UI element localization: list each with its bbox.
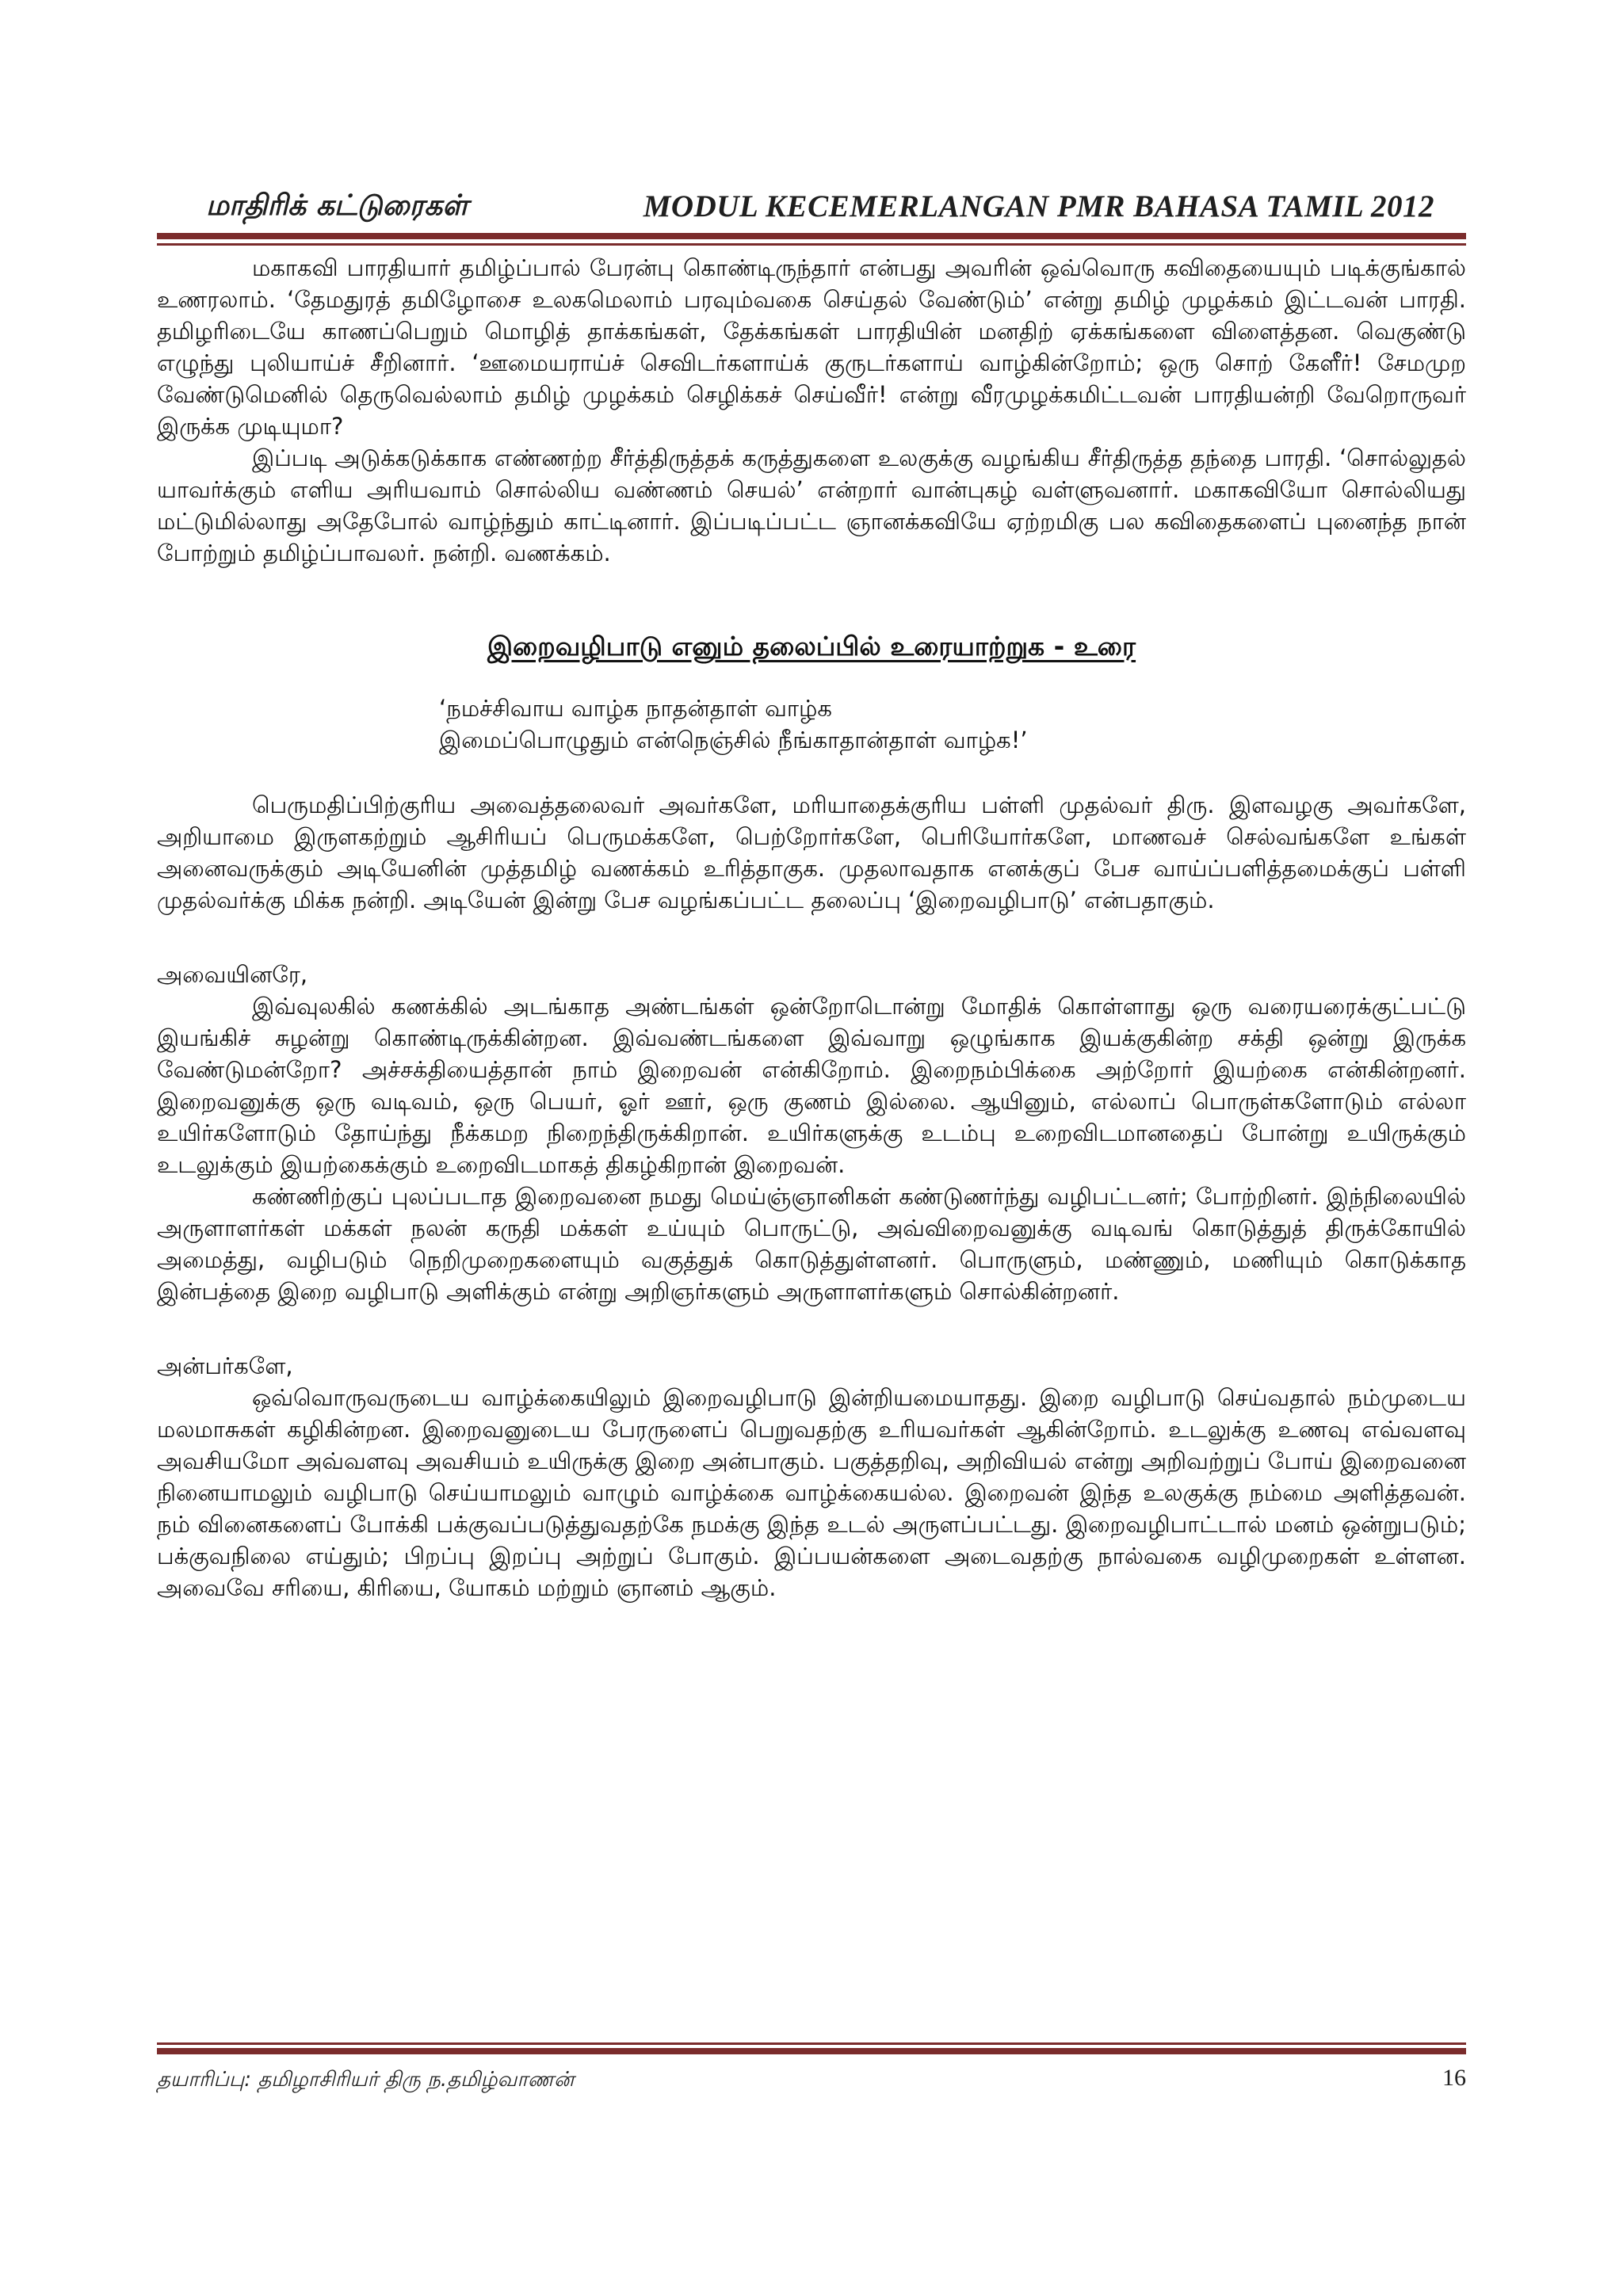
page-body [157, 252, 1466, 1604]
intro-paragraph-1: மகாகவி பாரதியார் தமிழ்ப்பால் பேரன்பு கொண்டிருந்தார் என்பது அவரின் ஒவ்வொரு கவிதையையும் படிக்குங்கால் உணரலாம். ‘தேமதுரத் தமிழோசை உலகமெலாம் பரவும்வகை செய்தல் வேண்டும்’ என்று தமிழ் முழக்கம் இட்டவன் பாரதி. தமிழரிடையே காணப்பெறும் மொழித் தாக்கங்கள், தேக்கங்கள் பாரதியின் மனதிற் ஏக்கங்களை விளைத்தன. வெகுண்டு எழுந்து புலியாய்ச் சீறினார். ‘ஊமையராய்ச் செவிடர்களாய்க் குருடர்களாய் வாழ்கின்றோம்; ஒரு சொற் கேளீர்! சேமமுற வேண்டுமெனில் தெருவெல்லாம் தமிழ் முழக்கம் செழிக்கச் செய்வீர்! என்று வீரமுழக்கமிட்டவன் பாரதியன்றி வேறொருவர் இருக்க முடியுமா? [157, 254, 1466, 440]
salutation-2: அன்பர்களே, [157, 1352, 293, 1379]
footer-rule-thin [157, 2042, 1466, 2045]
footer-rule-thick [157, 2048, 1466, 2054]
header-rule-thin [157, 243, 1466, 246]
header-left-title: மாதிரிக் கட்டுரைகள் [206, 189, 468, 222]
page-number: 16 [1442, 2065, 1466, 2091]
speech-paragraph-1: பெருமதிப்பிற்குரிய அவைத்தலைவர் அவர்களே, மரியாதைக்குரிய பள்ளி முதல்வர் திரு. இளவழகு அவர்களே, அறியாமை இருளகற்றும் ஆசிரியப் பெருமக்களே, பெற்றோர்களே, பெரியோர்களே, மாணவச் செல்வங்களே உங்கள் அனைவருக்கும் அடியேனின் முத்தமிழ் வணக்கம் உரித்தாகுக. முதலாவதாக எனக்குப் பேச வாய்ப்பளித்தமைக்குப் பள்ளி முதல்வர்க்கு மிக்க நன்றி. அடியேன் இன்று பேச வழங்கப்பட்ட தலைப்பு ‘இறைவழிபாடு’ என்பதாகும். [157, 791, 1466, 913]
intro-paragraph-2: இப்படி அடுக்கடுக்காக எண்ணற்ற சீர்த்திருத்தக் கருத்துகளை உலகுக்கு வழங்கிய சீர்திருத்த தந்தை பாரதி. ‘சொல்லுதல் யாவர்க்கும் எளிய அரியவாம் சொல்லிய வண்ணம் செயல்’ என்றார் வான்புகழ் வள்ளுவனார். மகாகவியோ சொல்லியது மட்டுமில்லாது அதேபோல் வாழ்ந்தும் காட்டினார். இப்படிப்பட்ட ஞானக்கவியே ஏற்றமிகு பல கவிதைகளைப் புனைந்த நான் போற்றும் தமிழ்ப்பாவலர். நன்றி. வணக்கம். [157, 444, 1466, 566]
header-right-title: MODUL KECEMERLANGAN PMR BAHASA TAMIL 2012 [643, 189, 1434, 223]
speech-paragraph-3: கண்ணிற்குப் புலப்படாத இறைவனை நமது மெய்ஞ்ஞானிகள் கண்டுணர்ந்து வழிபட்டனர்; போற்றினர். இந்நிலையில் அருளாளர்கள் மக்கள் நலன் கருதி மக்கள் உய்யும் பொருட்டு, அவ்விறைவனுக்கு வடிவங் கொடுத்துத் திருக்கோயில் அமைத்து, வழிபடும் நெறிமுறைகளையும் வகுத்துக் கொடுத்துள்ளனர். பொருளும், மண்ணும், மணியும் கொடுக்காத இன்பத்தை இறை வழிபாடு அளிக்கும் என்று அறிஞர்களும் அருளாளர்களும் சொல்கின்றனர். [157, 1183, 1466, 1305]
header-rule-thick [157, 233, 1466, 239]
verse-line-1: ‘நமச்சிவாய வாழ்க நாதன்தாள் வாழ்க [439, 695, 832, 722]
speech-paragraph-4: ஒவ்வொருவருடைய வாழ்க்கையிலும் இறைவழிபாடு இன்றியமையாதது. இறை வழிபாடு செய்வதால் நம்முடைய மலமாசுகள் கழிகின்றன. இறைவனுடைய பேரருளைப் பெறுவதற்கு உரியவர்கள் ஆகின்றோம். உடலுக்கு உணவு எவ்வளவு அவசியமோ அவ்வளவு அவசியம் உயிருக்கு இறை அன்பாகும். பகுத்தறிவு, அறிவியல் என்று அறிவற்றுப் போய் இறைவனை நினையாமலும் வழிபாடு செய்யாமலும் வாழும் வாழ்க்கை வாழ்க்கையல்ல. இறைவன் இந்த உலகுக்கு நம்மை அளித்தவன். நம் வினைகளைப் போக்கி பக்குவப்படுத்துவதற்கே நமக்கு இந்த உடல் அருளப்பட்டது. இறைவழிபாட்டால் மனம் ஒன்றுபடும்; பக்குவநிலை எய்தும்; பிறப்பு இறப்பு அற்றுப் போகும். இப்பயன்களை அடைவதற்கு நால்வகை வழிமுறைகள் உள்ளன. அவைவே சரியை, கிரியை, யோகம் மற்றும் ஞானம் ஆகும். [157, 1384, 1466, 1601]
salutation-1: அவையினரே, [157, 961, 308, 988]
verse-line-2: இமைப்பொழுதும் என்நெஞ்சில் நீங்காதான்தாள் வாழ்க!’ [439, 727, 1028, 753]
opening-verse [439, 692, 1466, 756]
page-header [206, 189, 1434, 236]
speech-paragraph-2: இவ்வுலகில் கணக்கில் அடங்காத அண்டங்கள் ஒன்றோடொன்று மோதிக் கொள்ளாது ஒரு வரையரைக்குட்பட்டு இயங்கிச் சுழன்று கொண்டிருக்கின்றன. இவ்வண்டங்களை இவ்வாறு ஒழுங்காக இயக்குகின்ற சக்தி ஒன்று இருக்க வேண்டுமன்றோ? அச்சக்தியைத்தான் நாம் இறைவன் என்கிறோம். இறைநம்பிக்கை அற்றோர் இயற்கை என்கின்றனர். இறைவனுக்கு ஒரு வடிவம், ஒரு பெயர், ஓர் ஊர், ஒரு குணம் இல்லை. ஆயினும், எல்லாப் பொருள்களோடும் எல்லா உயிர்களோடும் தோய்ந்து நீக்கமற நிறைந்திருக்கிறான். உயிர்களுக்கு உடம்பு உறைவிடமானதைப் போன்று உயிருக்கும் உடலுக்கும் இயற்கைக்கும் உறைவிடமாகத் திகழ்கிறான் இறைவன். [157, 993, 1466, 1178]
footer-author: தயாரிப்பு: தமிழாசிரியர் திரு ந.தமிழ்வாணன் [157, 2068, 575, 2092]
section-title: இறைவழிபாடு எனும் தலைப்பில் உரையாற்றுக - உரை [487, 631, 1136, 662]
